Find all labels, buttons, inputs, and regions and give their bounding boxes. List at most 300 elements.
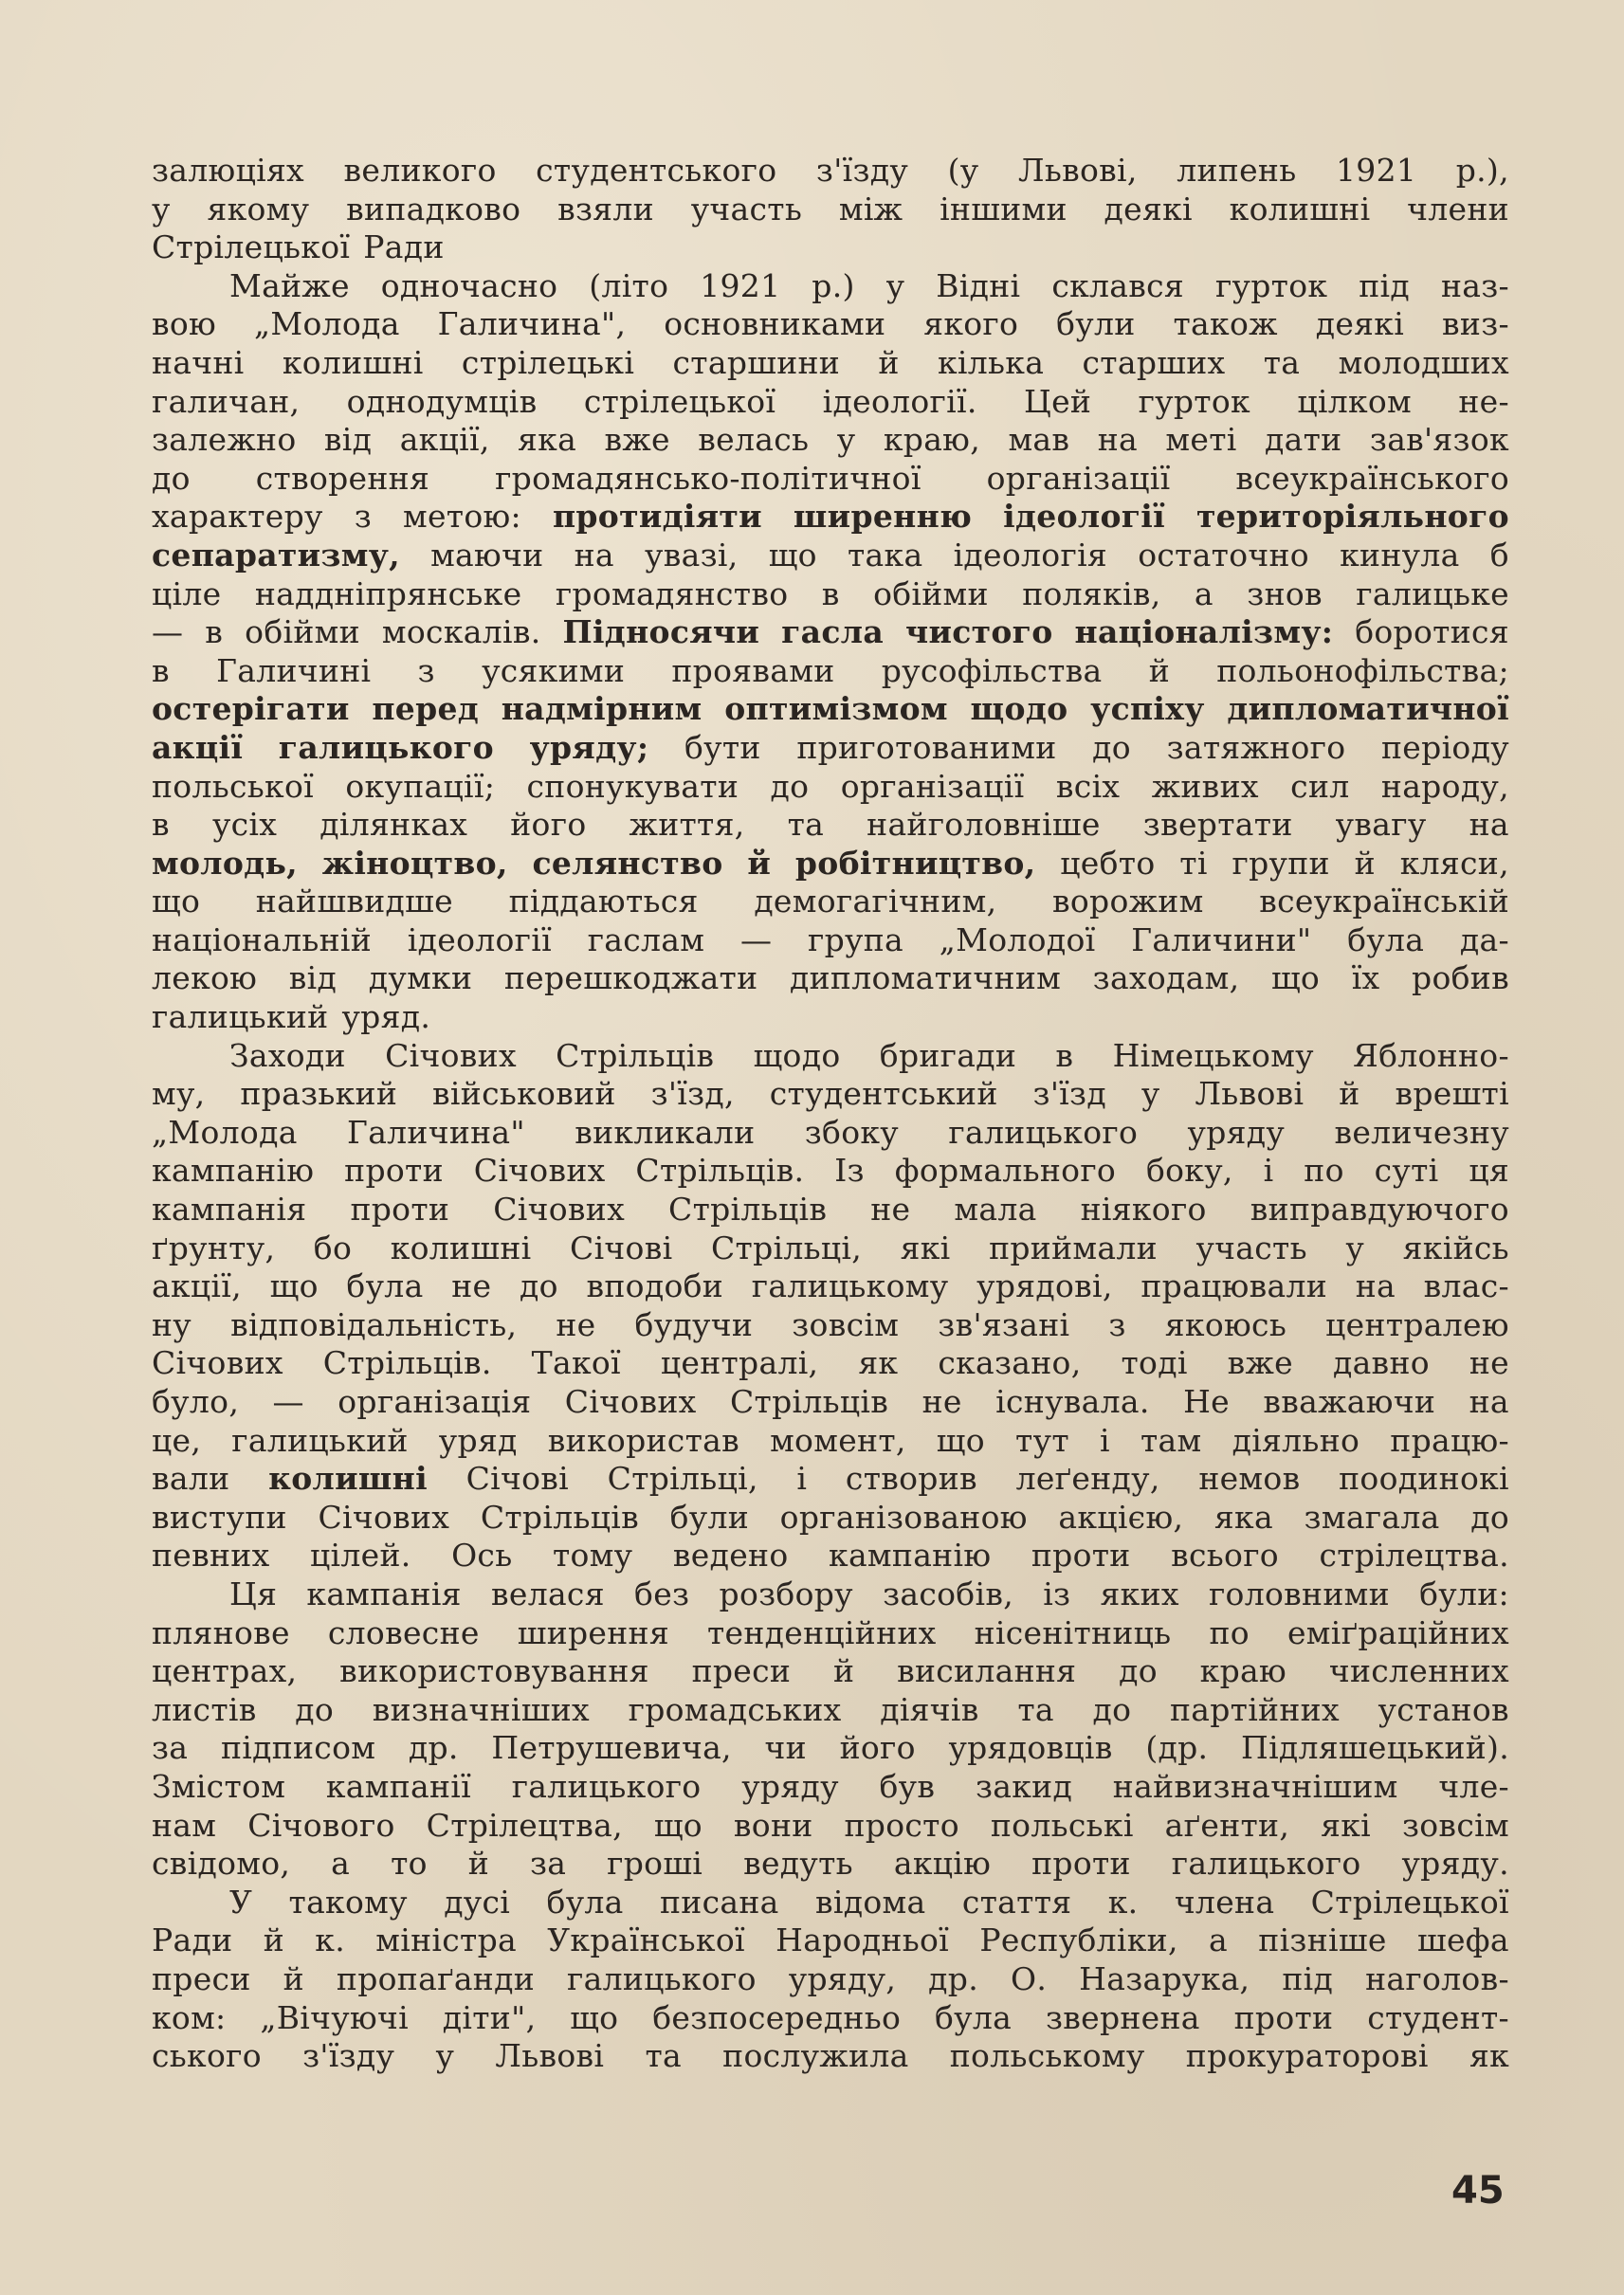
word: залюціях bbox=[152, 152, 304, 189]
word: участь bbox=[690, 190, 803, 228]
word: а bbox=[331, 1845, 351, 1883]
text-line bbox=[152, 1422, 1509, 1461]
word: тут bbox=[1015, 1421, 1069, 1459]
text-line bbox=[152, 460, 1509, 499]
word: за bbox=[529, 1845, 567, 1883]
word: увазі, bbox=[645, 536, 739, 574]
word: О. bbox=[1011, 1959, 1048, 1997]
word: колишні bbox=[282, 343, 424, 381]
word: „Молода bbox=[152, 1113, 298, 1151]
word: ну bbox=[152, 1305, 192, 1343]
word: Січових bbox=[318, 1498, 450, 1536]
word: кілька bbox=[938, 343, 1045, 381]
word: Петрушевича, bbox=[491, 1729, 732, 1767]
word: Народньої bbox=[776, 1922, 950, 1959]
word: з bbox=[354, 498, 373, 536]
word: кампанію bbox=[152, 1152, 315, 1190]
word: прокураторові bbox=[1185, 2037, 1429, 2075]
word: були bbox=[669, 1498, 750, 1536]
word: члени bbox=[1407, 190, 1509, 228]
text-line bbox=[152, 228, 1509, 267]
word: меті bbox=[1165, 421, 1237, 459]
text-line bbox=[152, 883, 1509, 921]
word: та bbox=[645, 2037, 682, 2075]
word: на bbox=[1469, 1383, 1509, 1420]
word: якійсь bbox=[1402, 1229, 1509, 1266]
text-line bbox=[152, 959, 1509, 998]
word: суті bbox=[1374, 1152, 1439, 1190]
word: чле- bbox=[1438, 1767, 1509, 1805]
word: вою bbox=[152, 305, 217, 343]
word: якоюсь bbox=[1164, 1305, 1287, 1343]
word: польському bbox=[949, 2037, 1145, 2075]
word: у bbox=[1140, 1075, 1160, 1113]
word: й bbox=[832, 1652, 855, 1690]
word: У bbox=[229, 1883, 253, 1921]
word: момент, bbox=[770, 1421, 906, 1459]
text-line bbox=[152, 267, 1509, 306]
word: послужила bbox=[722, 2037, 909, 2075]
word: акції bbox=[152, 728, 244, 766]
word: ворожим bbox=[1052, 883, 1204, 920]
word: головними bbox=[1208, 1575, 1390, 1612]
word: гурток bbox=[1214, 266, 1328, 304]
word: взяли bbox=[557, 190, 654, 228]
word: Стрілецтва, bbox=[426, 1806, 623, 1844]
word: зав'язок bbox=[1369, 421, 1509, 459]
text-line bbox=[152, 921, 1509, 960]
word: ком: bbox=[152, 1998, 227, 2036]
word: проти bbox=[350, 1191, 450, 1229]
word: пізніше bbox=[1258, 1922, 1387, 1959]
word: й bbox=[1354, 844, 1376, 882]
page-text bbox=[152, 152, 1509, 2076]
word: уряду bbox=[741, 1767, 839, 1805]
word: кляси, bbox=[1399, 844, 1509, 882]
word: стрілецтва. bbox=[1319, 1537, 1509, 1575]
text-line bbox=[152, 1768, 1509, 1807]
word: в bbox=[821, 574, 840, 612]
word: проти bbox=[1031, 1845, 1131, 1883]
word: висилання bbox=[897, 1652, 1077, 1690]
word: викликали bbox=[575, 1113, 756, 1151]
word: використав bbox=[547, 1421, 739, 1459]
word: не- bbox=[1458, 382, 1509, 420]
word: велась bbox=[698, 421, 810, 459]
word: й bbox=[1339, 1075, 1360, 1113]
word: деякі bbox=[1104, 190, 1193, 228]
word: чистого bbox=[905, 613, 1053, 651]
word: Республіки, bbox=[979, 1922, 1178, 1959]
word: громадянство bbox=[555, 574, 789, 612]
word: під bbox=[1359, 266, 1411, 304]
word: преси bbox=[691, 1652, 792, 1690]
word: у bbox=[885, 266, 905, 304]
word: урядові, bbox=[976, 1267, 1113, 1305]
word: група bbox=[808, 920, 904, 958]
word: проявами bbox=[671, 651, 835, 689]
word: Змістом bbox=[152, 1767, 286, 1805]
word: якого bbox=[923, 305, 1019, 343]
word: боротися bbox=[1355, 613, 1509, 651]
word: Січових bbox=[152, 1344, 283, 1382]
word: його bbox=[839, 1729, 916, 1767]
word: русофільства bbox=[881, 651, 1103, 689]
word: й bbox=[878, 343, 900, 381]
word: оптимізмом bbox=[724, 690, 948, 728]
word: усіх bbox=[211, 806, 278, 844]
word: по bbox=[1304, 1152, 1344, 1190]
text-line bbox=[152, 498, 1509, 537]
word: знов bbox=[1247, 574, 1323, 612]
word: закид bbox=[975, 1767, 1073, 1805]
text-line bbox=[152, 1614, 1509, 1653]
word: з bbox=[417, 651, 435, 689]
word: аґенти, bbox=[1164, 1806, 1290, 1844]
word: існувала. bbox=[995, 1383, 1150, 1420]
word: характеру bbox=[152, 498, 323, 536]
word: перешкоджати bbox=[503, 959, 758, 997]
word: обійми bbox=[245, 613, 360, 651]
text-line bbox=[152, 613, 1509, 652]
word: краю bbox=[1199, 1652, 1287, 1690]
word: організація bbox=[338, 1383, 532, 1420]
word: проти bbox=[1031, 1537, 1131, 1575]
word: цілком bbox=[1297, 382, 1413, 420]
word: Стрільців bbox=[729, 1383, 889, 1420]
word: як bbox=[858, 1344, 899, 1382]
word: на bbox=[1097, 421, 1138, 459]
word: участь bbox=[1195, 1229, 1307, 1266]
word: уряду. bbox=[1401, 1845, 1509, 1883]
word: Стрільців. bbox=[635, 1152, 805, 1190]
word: Галичини" bbox=[1131, 920, 1312, 958]
word: однодумців bbox=[346, 382, 538, 420]
word: й bbox=[747, 844, 772, 882]
word: великого bbox=[343, 152, 497, 189]
word: успіху bbox=[1090, 690, 1205, 728]
word: ідеологія bbox=[953, 536, 1108, 574]
text-line bbox=[152, 1460, 1509, 1499]
word: ніякого bbox=[1080, 1191, 1207, 1229]
text-line bbox=[152, 1960, 1509, 1999]
text-line bbox=[152, 1075, 1509, 1114]
word: бути bbox=[684, 728, 761, 766]
word: 1921 bbox=[700, 266, 781, 304]
text-line bbox=[152, 690, 1509, 729]
word: звернена bbox=[1045, 1998, 1200, 2036]
text-line bbox=[152, 305, 1509, 344]
word: начні bbox=[152, 343, 245, 381]
text-line bbox=[152, 2037, 1509, 2076]
word: як bbox=[1469, 2037, 1509, 2075]
word: сказано, bbox=[938, 1344, 1082, 1382]
word: одночасно bbox=[380, 266, 558, 304]
word: Стрільців bbox=[668, 1191, 828, 1229]
word: періоду bbox=[1381, 728, 1509, 766]
word: б bbox=[1489, 536, 1509, 574]
word: цілей. bbox=[310, 1537, 411, 1575]
word: із bbox=[1043, 1575, 1071, 1612]
word: робив bbox=[1412, 959, 1509, 997]
word: галицького bbox=[511, 1767, 702, 1805]
word: уряду, bbox=[788, 1959, 897, 1997]
word: гаслам bbox=[587, 920, 705, 958]
word: не bbox=[870, 1191, 911, 1229]
word: в bbox=[205, 613, 224, 651]
word: акції, bbox=[399, 421, 490, 459]
text-line bbox=[152, 729, 1509, 768]
word: обійми bbox=[873, 574, 989, 612]
word: просто bbox=[844, 1806, 959, 1844]
word: му, bbox=[152, 1075, 206, 1113]
word: всеукраїнській bbox=[1259, 883, 1509, 920]
word: — bbox=[152, 613, 184, 651]
word: стрілецькі bbox=[461, 343, 635, 381]
word: збоку bbox=[804, 1113, 900, 1151]
word: громадських bbox=[628, 1690, 842, 1728]
word: Галичина" bbox=[347, 1113, 525, 1151]
word: Ради bbox=[152, 1922, 233, 1959]
word: така bbox=[848, 536, 923, 574]
word: нам bbox=[152, 1806, 217, 1844]
word: та bbox=[787, 806, 825, 844]
word: свідомо, bbox=[152, 1845, 291, 1883]
word: партійних bbox=[1169, 1690, 1340, 1728]
word: Січового bbox=[247, 1806, 395, 1844]
word: польські bbox=[990, 1806, 1134, 1844]
word: під bbox=[1282, 1959, 1334, 1997]
word: від bbox=[288, 959, 338, 997]
word: (др. bbox=[1145, 1729, 1209, 1767]
word: ділянках bbox=[319, 806, 468, 844]
word: кинула bbox=[1340, 536, 1460, 574]
word: була bbox=[1347, 920, 1425, 958]
word: певних bbox=[152, 1537, 270, 1575]
word: празький bbox=[240, 1075, 398, 1113]
word: Такої bbox=[531, 1344, 621, 1382]
word: створив bbox=[845, 1460, 977, 1498]
word: щодо bbox=[753, 1036, 841, 1074]
word: до bbox=[1119, 1652, 1158, 1690]
word: організації bbox=[986, 459, 1171, 497]
text-line bbox=[152, 806, 1509, 845]
word: „Молода bbox=[254, 305, 400, 343]
text-line bbox=[152, 383, 1509, 422]
word: галицького bbox=[567, 1959, 757, 1997]
word: боку, bbox=[1145, 1152, 1233, 1190]
word: Із bbox=[834, 1152, 865, 1190]
word: на bbox=[1469, 806, 1509, 844]
word: в bbox=[1055, 1036, 1074, 1074]
word: і bbox=[796, 1460, 808, 1498]
word: старших bbox=[1082, 343, 1226, 381]
word: еміґраційних bbox=[1286, 1613, 1509, 1651]
word: вважаючи bbox=[1263, 1383, 1436, 1420]
word: чи bbox=[764, 1729, 807, 1767]
word: до bbox=[1092, 1690, 1132, 1728]
word: то bbox=[391, 1845, 428, 1883]
word: галицькому bbox=[751, 1267, 949, 1305]
word: старшини bbox=[672, 343, 841, 381]
word: кампанію bbox=[829, 1537, 992, 1575]
word: випадково bbox=[346, 190, 521, 228]
word: Січові bbox=[570, 1229, 673, 1266]
word: використовування bbox=[339, 1652, 649, 1690]
word: найшвидше bbox=[255, 883, 453, 920]
word: відповідальність, bbox=[230, 1305, 518, 1343]
word: діти", bbox=[442, 1998, 537, 2036]
text-line bbox=[152, 1652, 1509, 1691]
word: метою: bbox=[403, 498, 521, 536]
word: галицького bbox=[948, 1113, 1139, 1151]
word: ідеології. bbox=[822, 382, 977, 420]
word: молодших bbox=[1338, 343, 1509, 381]
word: тенденційних bbox=[706, 1613, 937, 1651]
word: лекою bbox=[152, 959, 258, 997]
text-line bbox=[152, 1267, 1509, 1306]
word: якому bbox=[207, 190, 310, 228]
word: Ось bbox=[451, 1537, 513, 1575]
word: не bbox=[1469, 1344, 1509, 1382]
word: організації bbox=[840, 767, 1025, 805]
word: ця bbox=[1469, 1152, 1509, 1190]
word: з'їзд, bbox=[650, 1075, 735, 1113]
text-line bbox=[152, 1037, 1509, 1076]
word: студентського bbox=[536, 152, 777, 189]
word: Стрільців bbox=[480, 1498, 639, 1536]
word: думки bbox=[368, 959, 473, 997]
word: що bbox=[152, 883, 201, 920]
word: (у bbox=[947, 152, 979, 189]
word: вали bbox=[152, 1460, 230, 1498]
word: члена bbox=[1174, 1883, 1275, 1921]
text-line bbox=[152, 845, 1509, 883]
word: найвизначнішим bbox=[1112, 1767, 1398, 1805]
word: що bbox=[1270, 959, 1321, 997]
word: ґрунту, bbox=[152, 1229, 276, 1266]
word: да- bbox=[1459, 920, 1509, 958]
word: і bbox=[1100, 1421, 1110, 1459]
word: був bbox=[879, 1767, 936, 1805]
word: з'їзду bbox=[302, 2037, 395, 2075]
word: була bbox=[935, 1998, 1013, 2036]
word: установ bbox=[1378, 1690, 1509, 1728]
word: організованою bbox=[779, 1498, 1028, 1536]
word: спонукувати bbox=[526, 767, 739, 805]
word: цебто bbox=[1060, 844, 1156, 882]
word: Січових bbox=[564, 1383, 697, 1420]
word: централі, bbox=[660, 1344, 819, 1382]
word: деякі bbox=[1315, 305, 1405, 343]
word: які bbox=[1321, 1806, 1372, 1844]
word: на bbox=[1355, 1267, 1396, 1305]
word: групи bbox=[1232, 844, 1330, 882]
word: і bbox=[1263, 1152, 1274, 1190]
word: залежно bbox=[152, 421, 297, 459]
word: леґенду, bbox=[1015, 1460, 1160, 1498]
word: студентський bbox=[769, 1075, 998, 1113]
word: їх bbox=[1351, 959, 1380, 997]
word: галицького bbox=[1171, 1845, 1361, 1883]
word: Галичина", bbox=[437, 305, 627, 343]
word: галицький bbox=[152, 998, 329, 1036]
word: поляків, bbox=[1022, 574, 1161, 612]
word: к. bbox=[1107, 1883, 1139, 1921]
word: працю- bbox=[1390, 1421, 1509, 1459]
word: протидіяти bbox=[552, 498, 762, 536]
word: будучи bbox=[634, 1305, 754, 1343]
word: всеукраїнського bbox=[1235, 459, 1509, 497]
word: краю, bbox=[883, 421, 981, 459]
word: склався bbox=[1051, 266, 1185, 304]
word: діяльно bbox=[1232, 1421, 1360, 1459]
word: міністра bbox=[375, 1922, 517, 1959]
word: гроші bbox=[607, 1845, 703, 1883]
word: була bbox=[546, 1883, 624, 1921]
word: зв'язані bbox=[938, 1305, 1070, 1343]
word: акцію bbox=[893, 1845, 992, 1883]
word: що bbox=[768, 536, 817, 574]
word: Підносячи bbox=[562, 613, 760, 651]
word: Ця bbox=[229, 1575, 278, 1612]
word: засобів, bbox=[883, 1575, 1013, 1612]
text-line bbox=[152, 1884, 1509, 1922]
word: не bbox=[556, 1305, 596, 1343]
word: дипломатичним bbox=[789, 959, 1062, 997]
text-line bbox=[152, 1922, 1509, 1960]
word: Січові bbox=[465, 1460, 569, 1498]
word: Німецькому bbox=[1112, 1036, 1314, 1074]
word: іншими bbox=[940, 190, 1067, 228]
word: пропаґанди bbox=[336, 1959, 536, 1997]
word: ського bbox=[152, 2037, 262, 2075]
word: поодинокі bbox=[1339, 1460, 1509, 1498]
word: ідеології bbox=[407, 920, 552, 958]
word: наддніпрянське bbox=[254, 574, 522, 612]
word: преси bbox=[152, 1959, 251, 1997]
word: Відні bbox=[936, 266, 1021, 304]
word: в bbox=[152, 651, 170, 689]
word: наголов- bbox=[1365, 1959, 1509, 1997]
word: молодь, bbox=[152, 844, 298, 882]
word: у bbox=[1345, 1229, 1365, 1266]
word: проти bbox=[344, 1152, 444, 1190]
word: вже bbox=[604, 421, 670, 459]
word: заходам, bbox=[1092, 959, 1240, 997]
word: були: bbox=[1419, 1575, 1509, 1612]
word: Львові bbox=[1195, 1075, 1305, 1113]
word: Стрільців. bbox=[322, 1344, 492, 1382]
word: уряду bbox=[1187, 1113, 1286, 1151]
word: давно bbox=[1332, 1344, 1430, 1382]
word: у bbox=[152, 190, 171, 228]
word: до bbox=[1470, 1498, 1509, 1536]
word: вже bbox=[1227, 1344, 1294, 1382]
word: влас- bbox=[1423, 1267, 1509, 1305]
word: всіх bbox=[1055, 767, 1121, 805]
word: створення bbox=[255, 459, 430, 497]
word: остерігати bbox=[152, 690, 350, 728]
word: які bbox=[900, 1229, 951, 1266]
word: немов bbox=[1198, 1460, 1301, 1498]
word: по bbox=[1209, 1613, 1250, 1651]
text-line bbox=[152, 1845, 1509, 1884]
word: була bbox=[346, 1267, 424, 1305]
word: найголовніше bbox=[867, 806, 1101, 844]
word: тоді bbox=[1121, 1344, 1188, 1382]
text-line bbox=[152, 998, 1509, 1037]
